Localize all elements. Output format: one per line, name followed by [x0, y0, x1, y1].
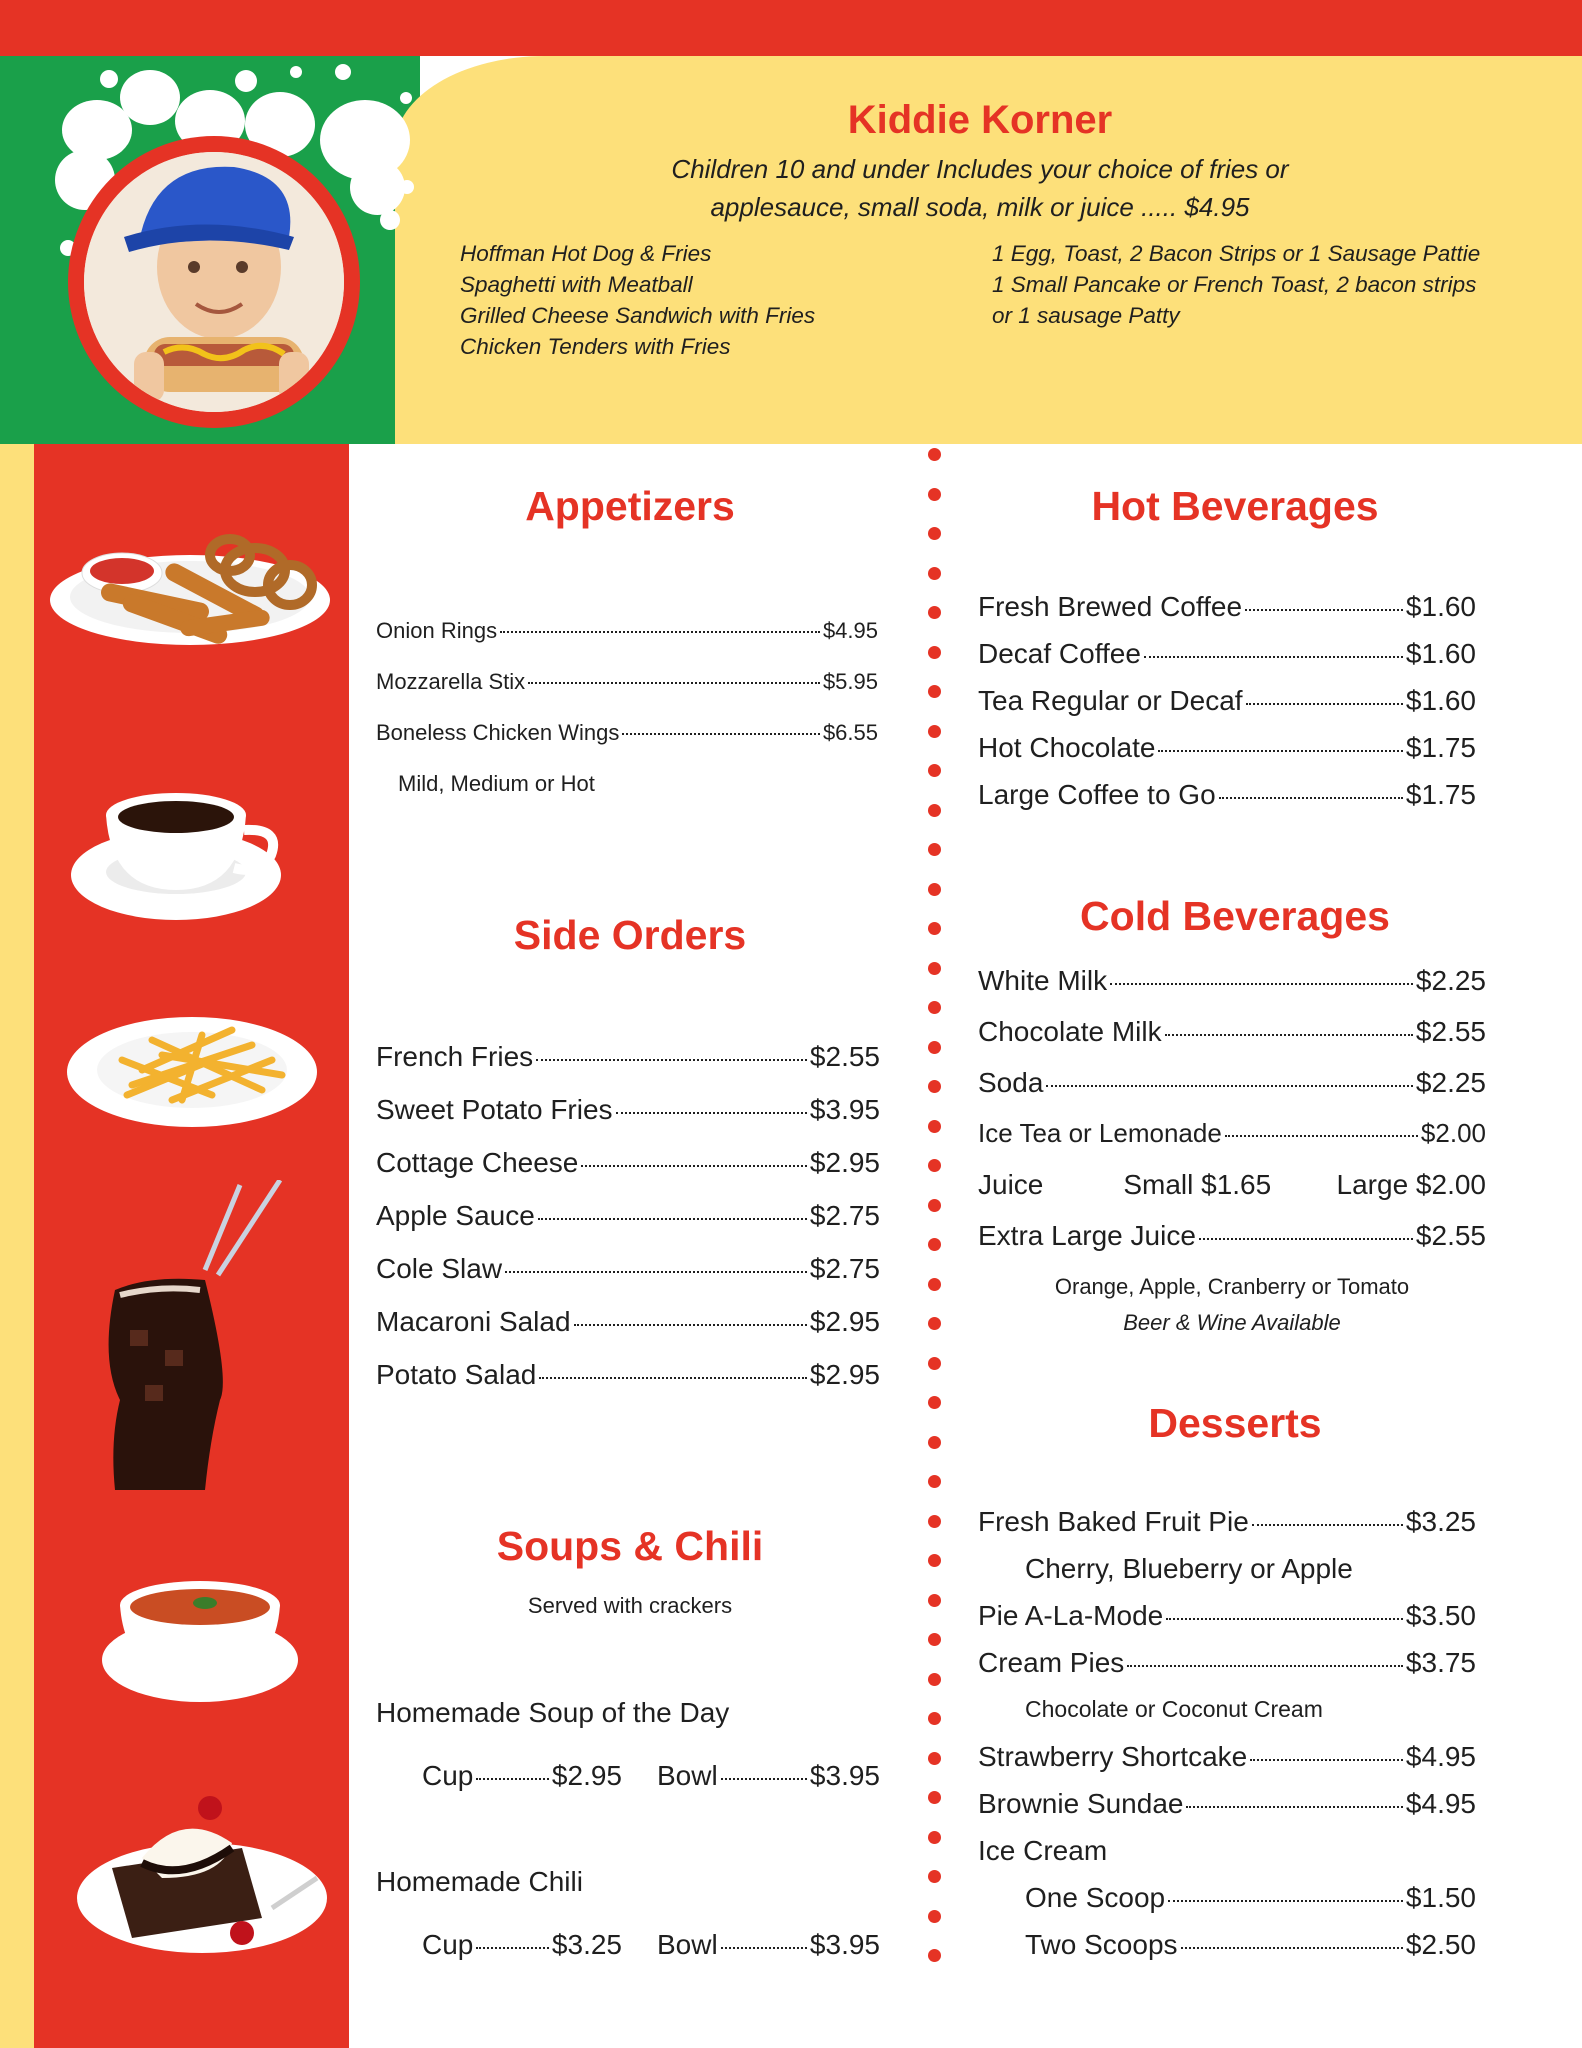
item-name: Soda — [978, 1067, 1044, 1098]
soda-glass-photo — [100, 1180, 300, 1505]
item-name: Cottage Cheese — [376, 1147, 579, 1178]
divider-dot — [928, 962, 941, 975]
item-name: Potato Salad — [376, 1359, 537, 1390]
appetizers-title: Appetizers — [525, 483, 735, 529]
french-fries-photo — [62, 1000, 322, 1135]
divider-dot — [928, 685, 941, 698]
menu-item — [376, 1242, 880, 1295]
item-price: $3.25 — [551, 1929, 622, 1960]
menu-item — [978, 955, 1486, 1006]
chili-bowl-price — [657, 1929, 880, 1961]
item-name: White Milk — [978, 965, 1108, 996]
item-price: $2.50 — [1405, 1929, 1476, 1960]
divider-dot — [928, 1791, 941, 1804]
item-name: Cole Slaw — [376, 1253, 503, 1284]
soup-item-name: Homemade Soup of the Day — [376, 1697, 730, 1728]
side-orders-title: Side Orders — [513, 912, 747, 958]
divider-dot — [928, 1831, 941, 1844]
menu-item — [376, 1030, 880, 1083]
item-price: $2.95 — [809, 1306, 880, 1337]
divider-dot — [928, 804, 941, 817]
menu-item — [978, 771, 1476, 818]
item-name: Two Scoops — [1025, 1929, 1178, 1960]
item-name: Boneless Chicken Wings — [376, 720, 620, 745]
item-price: $3.95 — [809, 1929, 880, 1960]
item-price: $4.95 — [1405, 1741, 1476, 1772]
item-name: Fresh Brewed Coffee — [978, 591, 1243, 622]
soup-bowl-price — [657, 1760, 880, 1792]
list-item: 1 Egg, Toast, 2 Bacon Strips or 1 Sausage Pattie — [992, 241, 1481, 266]
item-price: $4.95 — [822, 618, 878, 643]
item-price: $1.50 — [1405, 1882, 1476, 1913]
mozzarella-sticks-onion-rings-photo — [40, 515, 340, 660]
soups-subtitle: Served with crackers — [527, 1593, 733, 1618]
cup-label: Cup — [422, 1929, 474, 1960]
soup-cup-price — [422, 1760, 622, 1792]
divider-dot — [928, 1041, 941, 1054]
divider-dot — [928, 1712, 941, 1725]
menu-item — [978, 1780, 1476, 1827]
item-price: $1.75 — [1405, 732, 1476, 763]
item-name: Cream Pies — [978, 1647, 1125, 1678]
juice-row — [978, 1159, 1486, 1210]
kiddie-subtitle-line2: applesauce, small soda, milk or juice ..... $4.95 — [710, 192, 1250, 222]
beer-wine-note: Beer & Wine Available — [1123, 1310, 1341, 1335]
menu-item — [978, 1006, 1486, 1057]
item-price: $2.55 — [809, 1041, 880, 1072]
menu-item — [978, 1874, 1476, 1921]
divider-dot — [928, 567, 941, 580]
menu-item — [978, 1921, 1476, 1968]
divider-dot — [928, 646, 941, 659]
item-price: $2.95 — [809, 1359, 880, 1390]
menu-item — [978, 677, 1476, 724]
item-name: Large Coffee to Go — [978, 779, 1216, 810]
item-name: One Scoop — [1025, 1882, 1166, 1913]
divider-dot — [928, 725, 941, 738]
list-item: Hoffman Hot Dog & Fries — [460, 241, 712, 266]
hot-beverages-list — [978, 583, 1476, 818]
bowl-label: Bowl — [657, 1929, 718, 1960]
menu-item — [978, 1210, 1486, 1261]
item-name: Juice — [978, 1169, 1044, 1200]
menu-item — [978, 1733, 1476, 1780]
item-price: $2.75 — [809, 1200, 880, 1231]
divider-dot — [928, 1436, 941, 1449]
cup-label: Cup — [422, 1760, 474, 1791]
divider-dot — [928, 1949, 941, 1962]
cold-beverages-list — [978, 955, 1486, 1261]
menu-item — [978, 630, 1476, 677]
divider-dot — [928, 883, 941, 896]
item-price: $3.95 — [809, 1760, 880, 1791]
item-name: Brownie Sundae — [978, 1788, 1184, 1819]
item-price: $2.25 — [1415, 965, 1486, 996]
item-name: Fresh Baked Fruit Pie — [978, 1506, 1249, 1537]
divider-dot — [928, 922, 941, 935]
kiddie-korner-title: Kiddie Korner — [847, 98, 1113, 142]
hot-beverages-title: Hot Beverages — [1091, 483, 1379, 529]
boy-with-hot-dog-photo — [84, 152, 344, 412]
menu-item — [376, 1189, 880, 1242]
item-name: French Fries — [376, 1041, 534, 1072]
list-item: or 1 sausage Patty — [992, 303, 1180, 328]
item-name: Apple Sauce — [376, 1200, 535, 1231]
cream-flavors-note: Chocolate or Coconut Cream — [1025, 1696, 1323, 1722]
brownie-sundae-photo — [72, 1788, 332, 1963]
left-yellow-strip — [0, 444, 34, 2048]
appetizers-note: Mild, Medium or Hot — [398, 771, 595, 796]
divider-dot — [928, 1317, 941, 1330]
item-name: Strawberry Shortcake — [978, 1741, 1248, 1772]
menu-item — [376, 1136, 880, 1189]
divider-dot — [928, 1594, 941, 1607]
list-item: Chicken Tenders with Fries — [460, 334, 731, 359]
menu-item — [978, 724, 1476, 771]
item-name: Decaf Coffee — [978, 638, 1141, 669]
item-name: Mozzarella Stix — [376, 669, 526, 694]
kiddie-right-list — [992, 238, 1480, 331]
divider-dot — [928, 1910, 941, 1923]
menu-item — [978, 1108, 1486, 1159]
item-name: Extra Large Juice — [978, 1220, 1196, 1251]
divider-dot — [928, 1001, 941, 1014]
divider-dot — [928, 1199, 941, 1212]
divider-dot — [928, 1554, 941, 1567]
divider-dot — [928, 1238, 941, 1251]
item-price: $2.95 — [809, 1147, 880, 1178]
item-name: Pie A-La-Mode — [978, 1600, 1164, 1631]
pie-flavors-note: Cherry, Blueberry or Apple — [1025, 1553, 1353, 1584]
item-price: $3.95 — [809, 1094, 880, 1125]
side-orders-list — [376, 1030, 880, 1401]
juice-large-price: Large $2.00 — [1336, 1169, 1486, 1200]
bowl-label: Bowl — [657, 1760, 718, 1791]
divider-dot — [928, 606, 941, 619]
divider-dot — [928, 1278, 941, 1291]
soups-title: Soups & Chili — [496, 1523, 764, 1569]
menu-item — [376, 1083, 880, 1136]
menu-item — [978, 583, 1476, 630]
divider-dot — [928, 1633, 941, 1646]
item-name: Chocolate Milk — [978, 1016, 1162, 1047]
kiddie-korner-subtitle — [540, 150, 1420, 226]
item-price: $6.55 — [822, 720, 878, 745]
menu-item — [376, 605, 878, 656]
item-price: $1.75 — [1405, 779, 1476, 810]
menu-item — [376, 1295, 880, 1348]
cold-beverages-title: Cold Beverages — [1080, 893, 1390, 939]
item-name: Tea Regular or Decaf — [978, 685, 1243, 716]
item-name: Onion Rings — [376, 618, 498, 643]
soup-bowl-photo — [100, 1565, 300, 1710]
chili-item-name: Homemade Chili — [376, 1866, 583, 1897]
list-item: Spaghetti with Meatball — [460, 272, 693, 297]
divider-dot — [928, 1357, 941, 1370]
divider-dot — [928, 843, 941, 856]
divider-dot — [928, 1870, 941, 1883]
divider-dot — [928, 1080, 941, 1093]
menu-item — [376, 707, 878, 758]
item-price: $2.75 — [809, 1253, 880, 1284]
item-price: $2.25 — [1415, 1067, 1486, 1098]
menu-item — [978, 1592, 1476, 1639]
item-price: $1.60 — [1405, 591, 1476, 622]
divider-dot — [928, 1396, 941, 1409]
item-price: $2.00 — [1420, 1118, 1486, 1148]
menu-item — [978, 1639, 1476, 1686]
menu-item — [376, 1348, 880, 1401]
item-name: Macaroni Salad — [376, 1306, 571, 1337]
chili-cup-price — [422, 1929, 622, 1961]
appetizers-list — [376, 605, 878, 809]
divider-dot — [928, 1120, 941, 1133]
item-price: $3.75 — [1405, 1647, 1476, 1678]
list-item: 1 Small Pancake or French Toast, 2 bacon strips — [992, 272, 1477, 297]
list-item: Grilled Cheese Sandwich with Fries — [460, 303, 816, 328]
item-name: Sweet Potato Fries — [376, 1094, 613, 1125]
kiddie-left-list — [460, 238, 815, 362]
juice-flavors-note: Orange, Apple, Cranberry or Tomato — [1054, 1274, 1410, 1299]
kiddie-subtitle-line1: Children 10 and under Includes your choice of fries or — [671, 154, 1289, 184]
item-price: $1.60 — [1405, 685, 1476, 716]
item-price: $1.60 — [1405, 638, 1476, 669]
divider-dot — [928, 527, 941, 540]
coffee-cup-photo — [66, 760, 296, 935]
item-price: $2.55 — [1415, 1016, 1486, 1047]
top-red-bar — [0, 0, 1582, 56]
item-price: $3.25 — [1405, 1506, 1476, 1537]
desserts-title: Desserts — [1148, 1400, 1322, 1446]
divider-dot — [928, 1159, 941, 1172]
item-price: $5.95 — [822, 669, 878, 694]
ice-cream-label: Ice Cream — [978, 1835, 1108, 1866]
item-price: $2.95 — [551, 1760, 622, 1791]
item-name: Hot Chocolate — [978, 732, 1156, 763]
desserts-list — [978, 1498, 1476, 1968]
item-price: $3.50 — [1405, 1600, 1476, 1631]
juice-small-price: Small $1.65 — [1123, 1169, 1272, 1200]
divider-dot — [928, 1475, 941, 1488]
item-price: $4.95 — [1405, 1788, 1476, 1819]
divider-dot — [928, 1673, 941, 1686]
menu-item — [978, 1498, 1476, 1545]
divider-dot — [928, 488, 941, 501]
menu-item — [376, 656, 878, 707]
divider-dot — [928, 1752, 941, 1765]
item-name: Ice Tea or Lemonade — [978, 1118, 1222, 1148]
divider-dot — [928, 1515, 941, 1528]
item-price: $2.55 — [1415, 1220, 1486, 1251]
divider-dot — [928, 448, 941, 461]
menu-item — [978, 1057, 1486, 1108]
divider-dot — [928, 764, 941, 777]
